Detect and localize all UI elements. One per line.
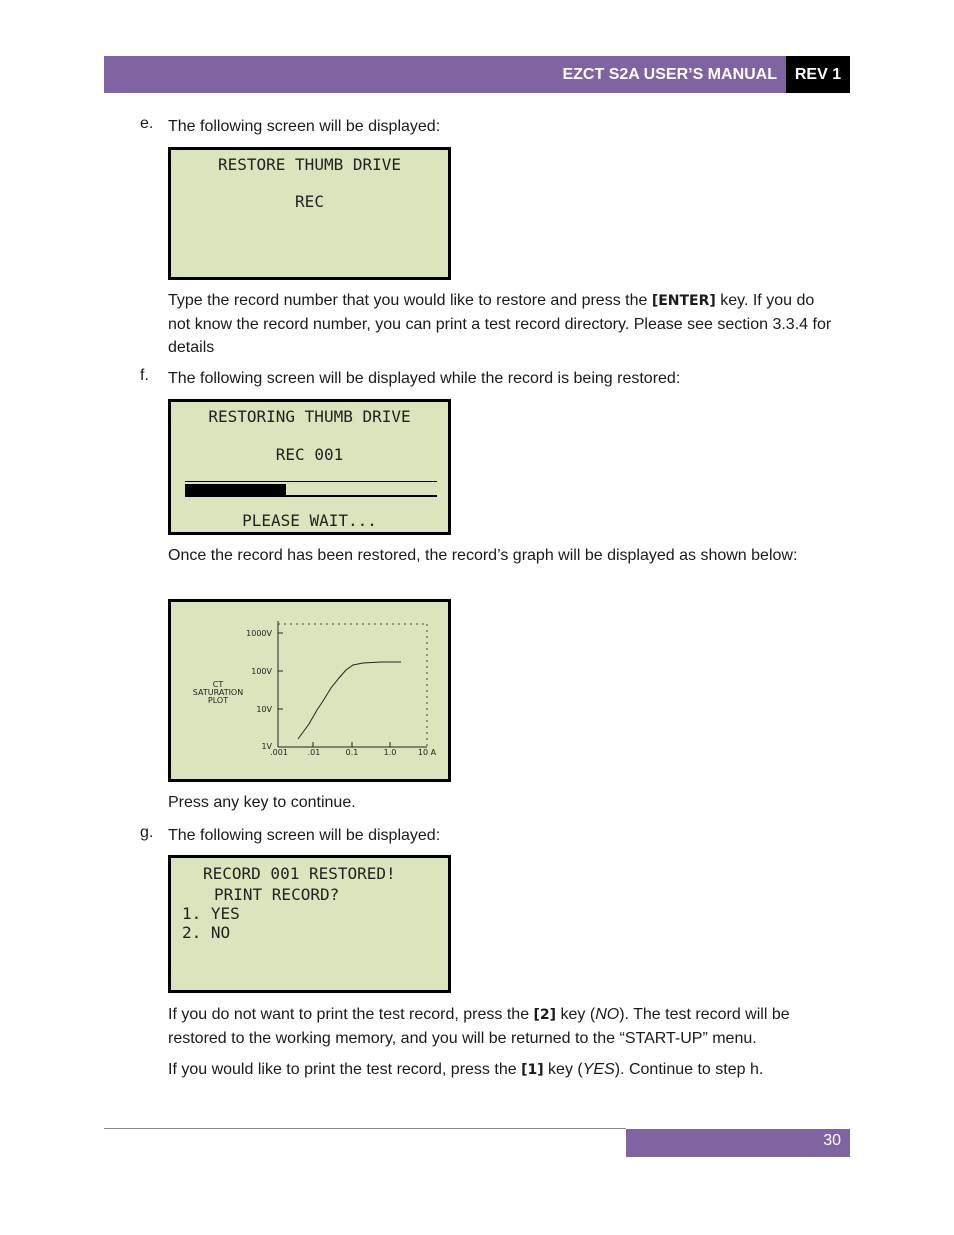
page-header	[104, 56, 850, 93]
footer-divider	[104, 1128, 626, 1129]
text: key (	[556, 1006, 596, 1023]
step-g-no-instructions	[168, 1003, 838, 1050]
lcd-graph-screen	[168, 599, 451, 782]
continue-text: Press any key to continue.	[168, 794, 356, 811]
step-e-letter: e.	[140, 115, 154, 132]
text: Type the record number that you would like to restore and press the	[168, 292, 652, 309]
saturation-graph	[171, 602, 448, 779]
x-tick-label: 0.1	[345, 748, 359, 757]
lcd-line: RESTORE THUMB DRIVE	[217, 155, 402, 174]
lcd-line: RECORD 001 RESTORED!	[203, 864, 396, 883]
x-tick-label: .001	[270, 748, 288, 757]
progress-bar	[185, 481, 437, 497]
progress-fill	[185, 484, 286, 495]
key-1: [1]	[521, 1062, 544, 1078]
y-tick-label: 100V	[251, 667, 272, 676]
lcd-restoring-screen	[168, 399, 451, 535]
y-tick-label: 1000V	[246, 629, 272, 638]
key-2: [2]	[533, 1007, 557, 1023]
text-emphasis: NO	[595, 1006, 620, 1023]
enter-key: [ENTER]	[651, 293, 716, 309]
step-g-letter: g.	[140, 824, 154, 841]
x-tick-label: 1.0	[383, 748, 397, 757]
step-e-intro: The following screen will be displayed:	[168, 118, 441, 135]
page-number: 30	[626, 1129, 850, 1157]
lcd-line: REC	[295, 192, 324, 211]
lcd-line: RESTORING THUMB DRIVE	[208, 407, 411, 426]
saturation-curve	[298, 662, 401, 739]
step-g-intro: The following screen will be displayed:	[168, 827, 441, 844]
x-tick-label: 10 A	[417, 748, 437, 757]
text: key (	[543, 1061, 583, 1078]
step-e-instructions	[168, 289, 838, 359]
lcd-line: REC 001	[275, 445, 344, 464]
revision-badge: REV 1	[786, 56, 850, 93]
lcd-menu-yes: 1. YES	[182, 904, 240, 923]
text: key. If you do not know the record number, you can print a test record directory. Please see section 3.3.4 for details	[168, 292, 832, 356]
step-f-after-text: Once the record has been restored, the record’s graph will be displayed as shown below:	[168, 547, 798, 564]
step-g-yes-instructions	[168, 1058, 838, 1082]
text: ). The test record will be restored to the working memory, and you will be returned to the “START-UP” menu.	[168, 1006, 790, 1047]
lcd-restored-screen	[168, 855, 451, 993]
step-f-intro: The following screen will be displayed while the record is being restored:	[168, 370, 681, 387]
text-emphasis: YES	[582, 1061, 615, 1078]
lcd-restore-screen	[168, 147, 451, 280]
y-tick-label: 1V	[261, 742, 272, 751]
x-tick-label: .01	[307, 748, 321, 757]
plot-label-line: PLOT	[207, 696, 229, 705]
manual-title: EZCT S2A USER’S MANUAL	[562, 66, 777, 83]
text: If you do not want to print the test record, press the	[168, 1006, 534, 1023]
plot-label-line: SATURATION	[192, 688, 244, 697]
lcd-line: PLEASE WAIT...	[242, 511, 377, 530]
y-tick-label: 10V	[256, 705, 272, 714]
step-f-letter: f.	[140, 367, 149, 384]
lcd-line: PRINT RECORD?	[214, 885, 340, 904]
text: ). Continue to step h.	[614, 1061, 764, 1078]
text: If you would like to print the test record, press the	[168, 1061, 522, 1078]
lcd-menu-no: 2. NO	[182, 923, 231, 942]
plot-label-line: CT	[212, 680, 224, 689]
